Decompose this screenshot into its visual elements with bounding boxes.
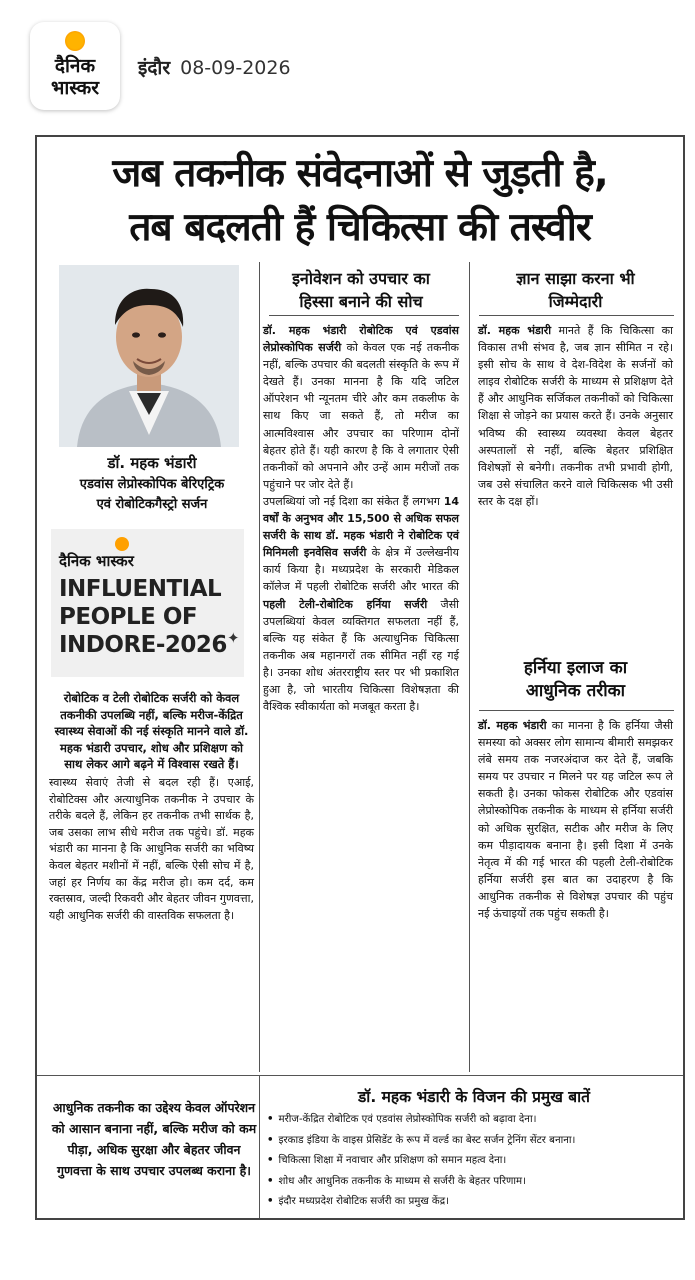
logo-text-line1: दैनिक xyxy=(54,55,96,77)
list-item: • चिकित्सा शिक्षा में नवाचार और प्रशिक्षण को समान महत्व देना। xyxy=(267,1151,681,1172)
column-divider xyxy=(259,262,260,1072)
list-item: • मरीज-केंद्रित रोबोटिक एवं एडवांस लेप्रोस्कोपिक सर्जरी को बढ़ावा देना। xyxy=(267,1110,681,1131)
person-name: डॉ. महक भंडारी xyxy=(107,454,197,472)
dainik-bhaskar-logo[interactable] xyxy=(30,22,120,110)
list-item: • इंदौर मध्यप्रदेश रोबोटिक सर्जरी का प्रमुख केंद्र। xyxy=(267,1192,681,1213)
right-p1-bold: डॉ. महक भंडारी xyxy=(478,324,552,337)
right2-p-bold: डॉ. महक भंडारी xyxy=(478,719,547,732)
right-heading-line2: जिम्मेदारी xyxy=(548,292,603,311)
edition-date: 08-09-2026 xyxy=(180,57,291,79)
newspaper-article xyxy=(35,135,685,1220)
right2-paragraph xyxy=(478,717,673,922)
right2-heading-line2: आधुनिक तरीका xyxy=(525,681,626,701)
heading-underline xyxy=(479,315,674,316)
mid-p2-bold: 14 वर्षों के अनुभव और 15,500 से अधिक सफल सर्जरी के साथ डॉ. महक भंडारी ने रोबोटिक एवं मिनिमली इनवेसिव सर्जरी xyxy=(263,494,459,560)
right-heading-line1: ज्ञान साझा करना भी xyxy=(516,269,635,288)
left-lead-paragraph: रोबोटिक व टेली रोबोटिक सर्जरी को केवल तकनीकी उपलब्धि नहीं, बल्कि मरीज-केंद्रित स्वास्थ्य सेवाओं की नई संस्कृति मानने वाले डॉ. महक भंडारी उपचार, शोध और प्रशिक्षण को साथ लेकर आगे बढ़ने में विश्वास रखते हैं। xyxy=(54,691,249,772)
person-role-line2: एवं रोबोटिकगैस्ट्रो सर्जन xyxy=(96,497,208,512)
sun-logo-icon xyxy=(115,537,129,551)
right-p1-text: मानते हैं कि चिकित्सा का विकास तभी संभव है, जब ज्ञान सीमित न रहे। इसी सोच के साथ वे देश-विदेश के सर्जनों को लाइव रोबोटिक सर्जरी के माध्यम से प्रशिक्षण देते हैं और आधुनिक सर्जिकल तकनीकों को चिकित्सा शिक्षा से जोड़ने का प्रयास करते हैं। उनके अनुसार भविष्य की स्वास्थ्य व्यवस्था केवल बेहतर अस्पतालों से नहीं, बल्कि बेहतर प्रशिक्षित विशेषज्ञों से बनेगी। तकनीक तभी प्रभावी होगी, जब उसे संचालित करने वाले चिकित्सक भी उसी स्तर के दक्ष हों। xyxy=(478,324,673,508)
edition-dateline xyxy=(138,54,291,80)
badge-line2: PEOPLE OF xyxy=(59,604,198,630)
article-headline xyxy=(37,147,683,255)
mid-column-heading xyxy=(263,267,459,313)
right-column-heading xyxy=(478,267,673,313)
hernia-section-heading xyxy=(478,657,673,703)
doctor-portrait-illustration xyxy=(59,265,239,447)
pull-quote: आधुनिक तकनीक का उद्देश्य केवल ऑपरेशन को आसान बनाना नहीं, बल्कि मरीज को कम पीड़ा, अधिक सुरक्षा और बेहतर जीवन गुणवत्ता के साथ उपचार उपलब्ध कराना है। xyxy=(51,1100,257,1178)
mid-p2-text-b: के क्षेत्र में उल्लेखनीय कार्य किया है। मध्यप्रदेश के सरकारी मेडिकल कॉलेज में पहली रोबोटिक सर्जरी और भारत की xyxy=(263,546,459,594)
person-role xyxy=(42,475,262,515)
column-divider xyxy=(259,1075,260,1218)
key-points-list xyxy=(267,1110,681,1213)
mid-heading-line2: हिस्सा बनाने की सोच xyxy=(299,292,423,311)
headline-line2: तब बदलती हैं चिकित्सा की तस्वीर xyxy=(129,205,591,250)
influential-people-badge xyxy=(51,529,244,677)
list-item: • शोध और आधुनिक तकनीक के माध्यम से सर्जरी के बेहतर परिणाम। xyxy=(267,1172,681,1193)
heading-underline xyxy=(269,315,459,316)
hernia-section-text xyxy=(478,717,673,922)
mid-paragraph-2 xyxy=(263,493,459,715)
mid-column-text xyxy=(263,322,459,715)
column-divider xyxy=(469,262,470,1072)
badge-brand: दैनिक भास्कर xyxy=(59,552,134,570)
right-paragraph-1 xyxy=(478,322,673,510)
right2-heading-line1: हर्निया इलाज का xyxy=(523,658,628,678)
person-role-line1: एडवांस लेप्रोस्कोपिक बेरिएट्रिक xyxy=(79,477,225,492)
edition-city: इंदौर xyxy=(138,57,171,79)
heading-underline xyxy=(479,710,674,711)
mid-p1-bold: डॉ. महक भंडारी रोबोटिक एवं एडवांस लेप्रोस्कोपिक सर्जरी xyxy=(263,324,459,355)
bottom-divider xyxy=(37,1075,683,1076)
mid-heading-line1: इनोवेशन को उपचार का xyxy=(292,269,430,288)
left-body-paragraph: स्वास्थ्य सेवाएं तेजी से बदल रही हैं। एआई, रोबोटिक्स और अत्याधुनिक तकनीक ने उपचार के तरीके बदले हैं, लेकिन हर तकनीक तभी सार्थक है, जब उसका लाभ सीधे मरीज तक पहुंचे। डॉ. महक भंडारी का मानना है कि आधुनिक सर्जरी का भविष्य केवल बेहतर मशीनों में नहीं, बल्कि ऐसी सोच में है, जहां हर निर्णय का केंद्र मरीज हो। कम दर्द, कम रक्तस्राव, जल्दी रिकवरी और बेहतर जीवन गुणवत्ता, यही आधुनिक सर्जरी की वास्तविक सफलता है। xyxy=(49,775,254,922)
left-column-text xyxy=(49,690,254,924)
right2-p-text: का मानना है कि हर्निया जैसी समस्या को अक्सर लोग सामान्य बीमारी समझकर लंबे समय तक नजरअंदाज कर देते हैं, जबकि समय पर उपचार न मिलने पर यह जटिल रूप ले सकती है। उनका फोकस रोबोटिक और एडवांस लेप्रोस्कोपिक तकनीक के माध्यम से हर्निया सर्जरी को अधिक सुरक्षित, सटीक और मरीज के लिए कम पीड़ादायक बनाना है। इसी दिशा में उनके नेतृत्व में की गई भारत की पहली टेली-रोबोटिक हर्निया सर्जरी इस बात का उदाहरण है कि आधुनिक तकनीक से विशेषज्ञ उपचार की पहुंच नई ऊंचाइयों तक पहुंच सकती है। xyxy=(478,719,673,921)
logo-text-line2: भास्कर xyxy=(50,77,100,99)
right-column-text xyxy=(478,322,673,510)
sun-logo-icon xyxy=(65,31,85,51)
mid-paragraph-1 xyxy=(263,322,459,493)
mid-p1-text: को केवल एक नई तकनीक नहीं, बल्कि उपचार की बदलती संस्कृति के रूप में देखते हैं। उनका मानना है कि यदि जटिल ऑपरेशन भी न्यूनतम चीरे और कम तकलीफ के साथ किए जा सकते हैं, तो मरीज का आत्मविश्वास और उपचार का परिणाम दोनों बेहतर होते हैं। यही कारण है कि वे लगातार ऐसी तकनीकों को अपनाने और उन्हें आम मरीजों तक पहुंचाने पर जोर देते हैं। xyxy=(263,341,459,491)
badge-line3: INDORE-2026 xyxy=(59,632,227,658)
key-points-title: डॉ. महक भंडारी के विजन की प्रमुख बातें xyxy=(358,1088,590,1106)
sparkle-icon: ✦ xyxy=(227,629,240,647)
mid-p2-text-a: उपलब्धियां जो नई दिशा का संकेत हैं लगभग xyxy=(263,494,444,508)
portrait-photo xyxy=(59,265,239,447)
mid-p2-text-c: जैसी उपलब्धियां केवल व्यक्तिगत सफलता नहीं हैं, बल्कि यह संकेत हैं कि अत्याधुनिक चिकित्सा तकनीक अब महानगरों तक सीमित नहीं रह गई है। उनका शोध अंतरराष्ट्रीय स्तर पर भी प्रकाशित हुआ है, जो भारतीय चिकित्सा विशेषज्ञता की वैश्विक स्वीकार्यता को मजबूत करता है। xyxy=(263,597,459,714)
headline-line1: जब तकनीक संवेदनाओं से जुड़ती है, xyxy=(112,151,608,196)
badge-line1: INFLUENTIAL xyxy=(59,576,222,602)
mid-p2-bold2: पहली टेली-रोबोटिक हर्निया सर्जरी xyxy=(263,597,428,611)
list-item: • इरकाड इंडिया के वाइस प्रेसिडेंट के रूप में वर्ल्ड का बेस्ट सर्जन ट्रेनिंग सेंटर बनाना। xyxy=(267,1131,681,1152)
app-header xyxy=(0,0,695,125)
